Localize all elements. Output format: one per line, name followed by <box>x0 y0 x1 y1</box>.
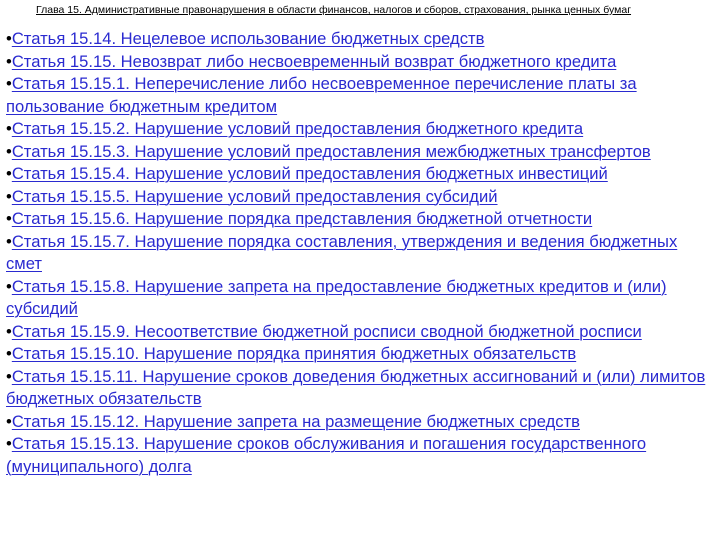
list-item <box>6 118 714 141</box>
bullet: • <box>6 29 12 48</box>
list-item <box>6 321 714 344</box>
list-item <box>6 433 714 478</box>
bullet: • <box>6 366 12 386</box>
list-item <box>6 276 714 321</box>
article-link[interactable]: Статья 15.15.5. Нарушение условий предоставления субсидий <box>11 186 498 206</box>
list-item <box>6 141 714 164</box>
bullet: • <box>6 164 12 183</box>
bullet: • <box>6 344 12 363</box>
article-link[interactable]: Статья 15.15.12. Нарушение запрета на размещение бюджетных средств <box>11 411 580 431</box>
article-link[interactable]: Статья 15.15.6. Нарушение порядка представления бюджетной отчетности <box>11 209 593 228</box>
list-item <box>6 163 714 186</box>
list-item <box>6 51 714 74</box>
article-list <box>6 28 714 478</box>
list-item <box>6 28 714 51</box>
chapter-title-link[interactable]: Глава 15. Административные правонарушения в области финансов, налогов и сборов, страхования, рынка ценных бумаг <box>36 4 632 16</box>
bullet: • <box>6 231 12 251</box>
bullet: • <box>6 186 12 206</box>
bullet: • <box>6 434 12 453</box>
bullet: • <box>6 411 12 431</box>
article-link[interactable]: Статья 15.15. Невозврат либо несвоевременный возврат бюджетного кредита <box>11 51 617 71</box>
bullet: • <box>6 119 12 138</box>
list-item <box>6 73 714 118</box>
list-item <box>6 343 714 366</box>
list-item <box>6 186 714 209</box>
list-item <box>6 411 714 434</box>
bullet: • <box>6 209 12 228</box>
bullet: • <box>6 51 12 71</box>
bullet: • <box>6 321 12 341</box>
bullet: • <box>6 141 12 161</box>
article-link[interactable]: Статья 15.15.10. Нарушение порядка принятия бюджетных обязательств <box>11 344 577 363</box>
list-item <box>6 366 714 411</box>
article-link[interactable]: Статья 15.14. Нецелевое использование бюджетных средств <box>11 29 485 48</box>
article-link[interactable]: Статья 15.15.7. Нарушение порядка составления, утверждения и ведения бюджетных смет <box>6 231 678 273</box>
article-link[interactable]: Статья 15.15.2. Нарушение условий предоставления бюджетного кредита <box>11 119 584 138</box>
article-link[interactable]: Статья 15.15.3. Нарушение условий предоставления межбюджетных трансфертов <box>11 141 651 161</box>
article-link[interactable]: Статья 15.15.1. Неперечисление либо несвоевременное перечисление платы за пользование бюджетным кредитом <box>6 74 637 116</box>
article-link[interactable]: Статья 15.15.9. Несоответствие бюджетной росписи сводной бюджетной росписи <box>11 321 642 341</box>
article-link[interactable]: Статья 15.15.4. Нарушение условий предоставления бюджетных инвестиций <box>11 164 608 183</box>
bullet: • <box>6 276 12 296</box>
article-link[interactable]: Статья 15.15.8. Нарушение запрета на предоставление бюджетных кредитов и (или) субсидий <box>6 276 667 318</box>
list-item <box>6 231 714 276</box>
bullet: • <box>6 74 12 93</box>
list-item <box>6 208 714 231</box>
article-link[interactable]: Статья 15.15.11. Нарушение сроков доведения бюджетных ассигнований и (или) лимитов бюджетных обязательств <box>6 366 706 408</box>
article-link[interactable]: Статья 15.15.13. Нарушение сроков обслуживания и погашения государственного (муниципального) долга <box>6 434 647 476</box>
